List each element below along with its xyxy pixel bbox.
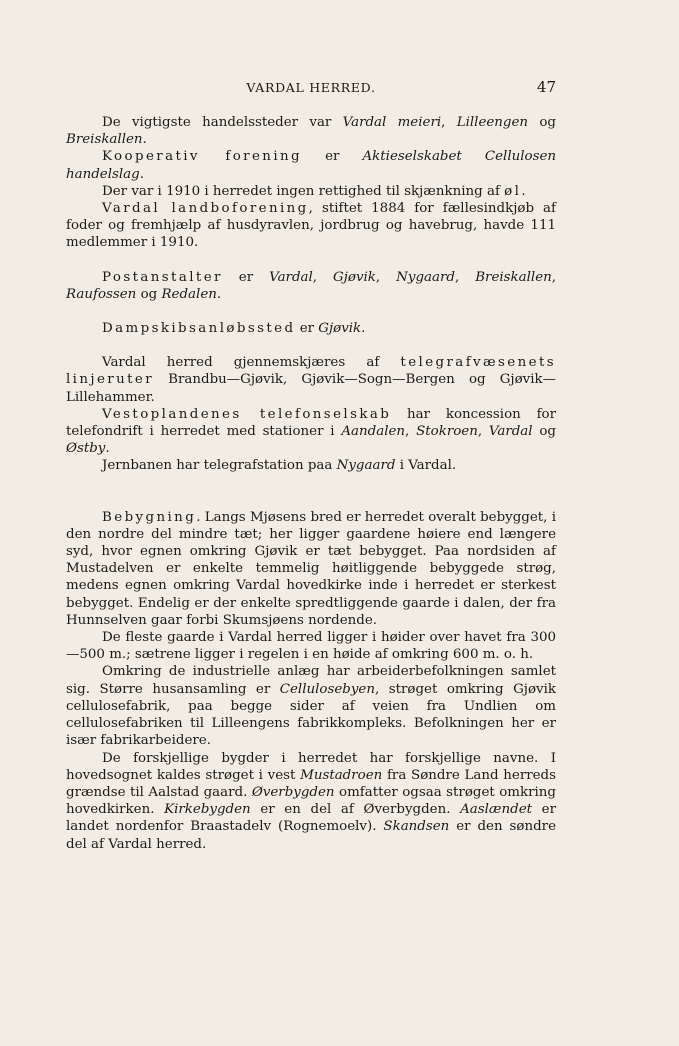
place-name: Mustadroen bbox=[300, 767, 383, 783]
paragraph-telephone bbox=[66, 406, 556, 458]
paragraph-farmers-association bbox=[66, 200, 556, 252]
spacer bbox=[66, 252, 556, 269]
text: , bbox=[405, 424, 417, 440]
place-name: Gjøvik bbox=[333, 269, 376, 285]
place-name: Øverbygden bbox=[251, 784, 335, 800]
place-name: Breiskallen bbox=[475, 269, 552, 285]
spaced-heading: Bebygning bbox=[102, 509, 197, 525]
text: , bbox=[477, 424, 489, 440]
place-name: Østby bbox=[66, 441, 106, 457]
spaced-heading: Kooperativ forening bbox=[102, 149, 303, 165]
text: og bbox=[528, 115, 557, 130]
place-name: Stokroen bbox=[416, 424, 478, 440]
text: . bbox=[105, 441, 110, 457]
text: og bbox=[136, 286, 162, 302]
spaced-term: øl bbox=[504, 183, 522, 199]
paragraph-districts bbox=[66, 750, 556, 853]
page-header bbox=[66, 78, 556, 98]
text: er den søndre del af Vardal herred. bbox=[66, 819, 556, 852]
text: . bbox=[142, 132, 147, 148]
place-name: Lilleengen bbox=[456, 115, 529, 130]
text: . bbox=[216, 286, 222, 302]
text: , bbox=[312, 269, 334, 285]
paragraph-steamship bbox=[66, 320, 556, 337]
page-body bbox=[66, 114, 556, 853]
place-name: Vardal bbox=[488, 424, 533, 440]
text: Vardal herred gjennemskjæres af bbox=[102, 355, 401, 371]
text: Jernbanen har telegrafstation paa bbox=[102, 458, 337, 474]
spaced-heading: Postanstalter bbox=[102, 269, 223, 285]
text: , bbox=[375, 269, 397, 285]
paragraph-trade-places bbox=[66, 114, 556, 148]
place-name: Nygaard bbox=[336, 458, 396, 474]
spacer bbox=[66, 475, 556, 509]
place-name: Aandalen bbox=[341, 424, 406, 440]
paragraph-telegraph bbox=[66, 354, 556, 406]
paragraph-elevation bbox=[66, 629, 556, 663]
text: De forskjellige bygder i herredet har forskjellige navne. I hovedsognet kaldes strøget i vest bbox=[66, 750, 556, 783]
text: , strøget omkring Gjøvik cellulosefabrik, paa begge sider af veien fra Undlien om cellulosefabriken til Lilleengens fabrikkompleks. Befolkningen her er især fabrikarbeidere. bbox=[66, 681, 556, 749]
text: har koncession for telefondrift i herredet med stationer i bbox=[66, 406, 556, 440]
text: er en del af Øverbygden. bbox=[250, 802, 461, 818]
text: er bbox=[222, 269, 270, 285]
spacer bbox=[66, 337, 556, 354]
text: er landet nordenfor Braastadelv (Rognemoelv). bbox=[66, 802, 556, 835]
place-name: Gjøvik bbox=[318, 321, 362, 337]
text: . Langs Mjøsens bred er herredet overalt bebygget, i den nordre del mindre tæt; her ligger gaardene høiere end længere syd, hvor egnen omkring Gjøvik er tæt bebygget. Paa nordsiden af Mustadelven er enkelte temmelig høitliggende bebyggede strøg, medens egnen omkring Vardal hovedkirke inde i herredet er sterkest bebygget. Endelig er der enkelte spredtliggende gaarde i dalen, der fra Hunnselven gaar forbi Skumsjøens nordende. bbox=[66, 509, 556, 628]
text: Der var i 1910 i herredet ingen rettighed til skjænkning af bbox=[102, 183, 505, 199]
place-name: Redalen bbox=[161, 286, 217, 302]
place-name: Kirkebygden bbox=[164, 802, 251, 818]
spaced-heading: Vardal landboforening bbox=[102, 201, 309, 217]
paragraph-railway bbox=[66, 457, 556, 474]
place-name: Nygaard bbox=[396, 269, 455, 285]
place-name: Aaslændet bbox=[460, 802, 533, 818]
text: omfatter ogsaa strøget omkring hovedkirken. bbox=[66, 784, 556, 818]
text: , stiftet 1884 for fællesindkjøb af foder og fremhjælp af husdyravlen, jordbrug og havebrug, havde 111 medlemmer i 1910. bbox=[66, 201, 556, 251]
running-title: VARDAL HERRED. bbox=[246, 80, 376, 95]
place-name: Breiskallen bbox=[66, 132, 143, 148]
text: Omkring de industrielle anlæg har arbeiderbefolkningen samlet sig. Større husansamling er bbox=[66, 664, 556, 697]
paragraph-buildings bbox=[66, 509, 556, 629]
paragraph-licensing bbox=[66, 183, 556, 200]
text: Brandbu—Gjøvik, Gjøvik—Sogn—Bergen og Gjøvik—Lillehammer. bbox=[66, 372, 556, 405]
organization-name: Aktieselskabet Cellulosen handelslag bbox=[66, 149, 557, 182]
text: . bbox=[361, 321, 366, 337]
page-number: 47 bbox=[536, 78, 556, 96]
text: i Vardal. bbox=[395, 458, 457, 474]
text: , bbox=[441, 115, 457, 130]
place-name: Skandsen bbox=[383, 819, 450, 835]
place-name: Vardal meieri bbox=[342, 115, 442, 130]
text: , bbox=[551, 269, 557, 285]
spaced-term: telegrafvæsenets linjeruter bbox=[66, 355, 556, 388]
spaced-heading: Dampskibsanløbssted bbox=[102, 321, 296, 337]
paragraph-cooperative bbox=[66, 148, 556, 182]
text: fra Søndre Land herreds grændse til Aalstad gaard. bbox=[66, 767, 556, 800]
place-name: Vardal bbox=[269, 269, 313, 285]
text: De fleste gaarde i Vardal herred ligger i høider over havet fra 300—500 m.; sætrene ligger i regelen i en høide af omkring 600 m. o. h. bbox=[66, 630, 556, 663]
text: og bbox=[532, 424, 557, 440]
place-name: Cellulosebyen bbox=[279, 681, 375, 697]
spacer bbox=[66, 303, 556, 320]
text: De vigtigste handelssteder var bbox=[102, 115, 343, 130]
text: er bbox=[302, 149, 363, 165]
place-name: Raufossen bbox=[66, 286, 137, 302]
text: , bbox=[454, 269, 476, 285]
spaced-heading: Vestoplandenes telefonselskab bbox=[102, 406, 392, 422]
text: . bbox=[521, 183, 526, 199]
text: er bbox=[295, 321, 319, 337]
paragraph-industry bbox=[66, 663, 556, 749]
text: . bbox=[139, 166, 144, 182]
paragraph-post-offices bbox=[66, 269, 556, 303]
